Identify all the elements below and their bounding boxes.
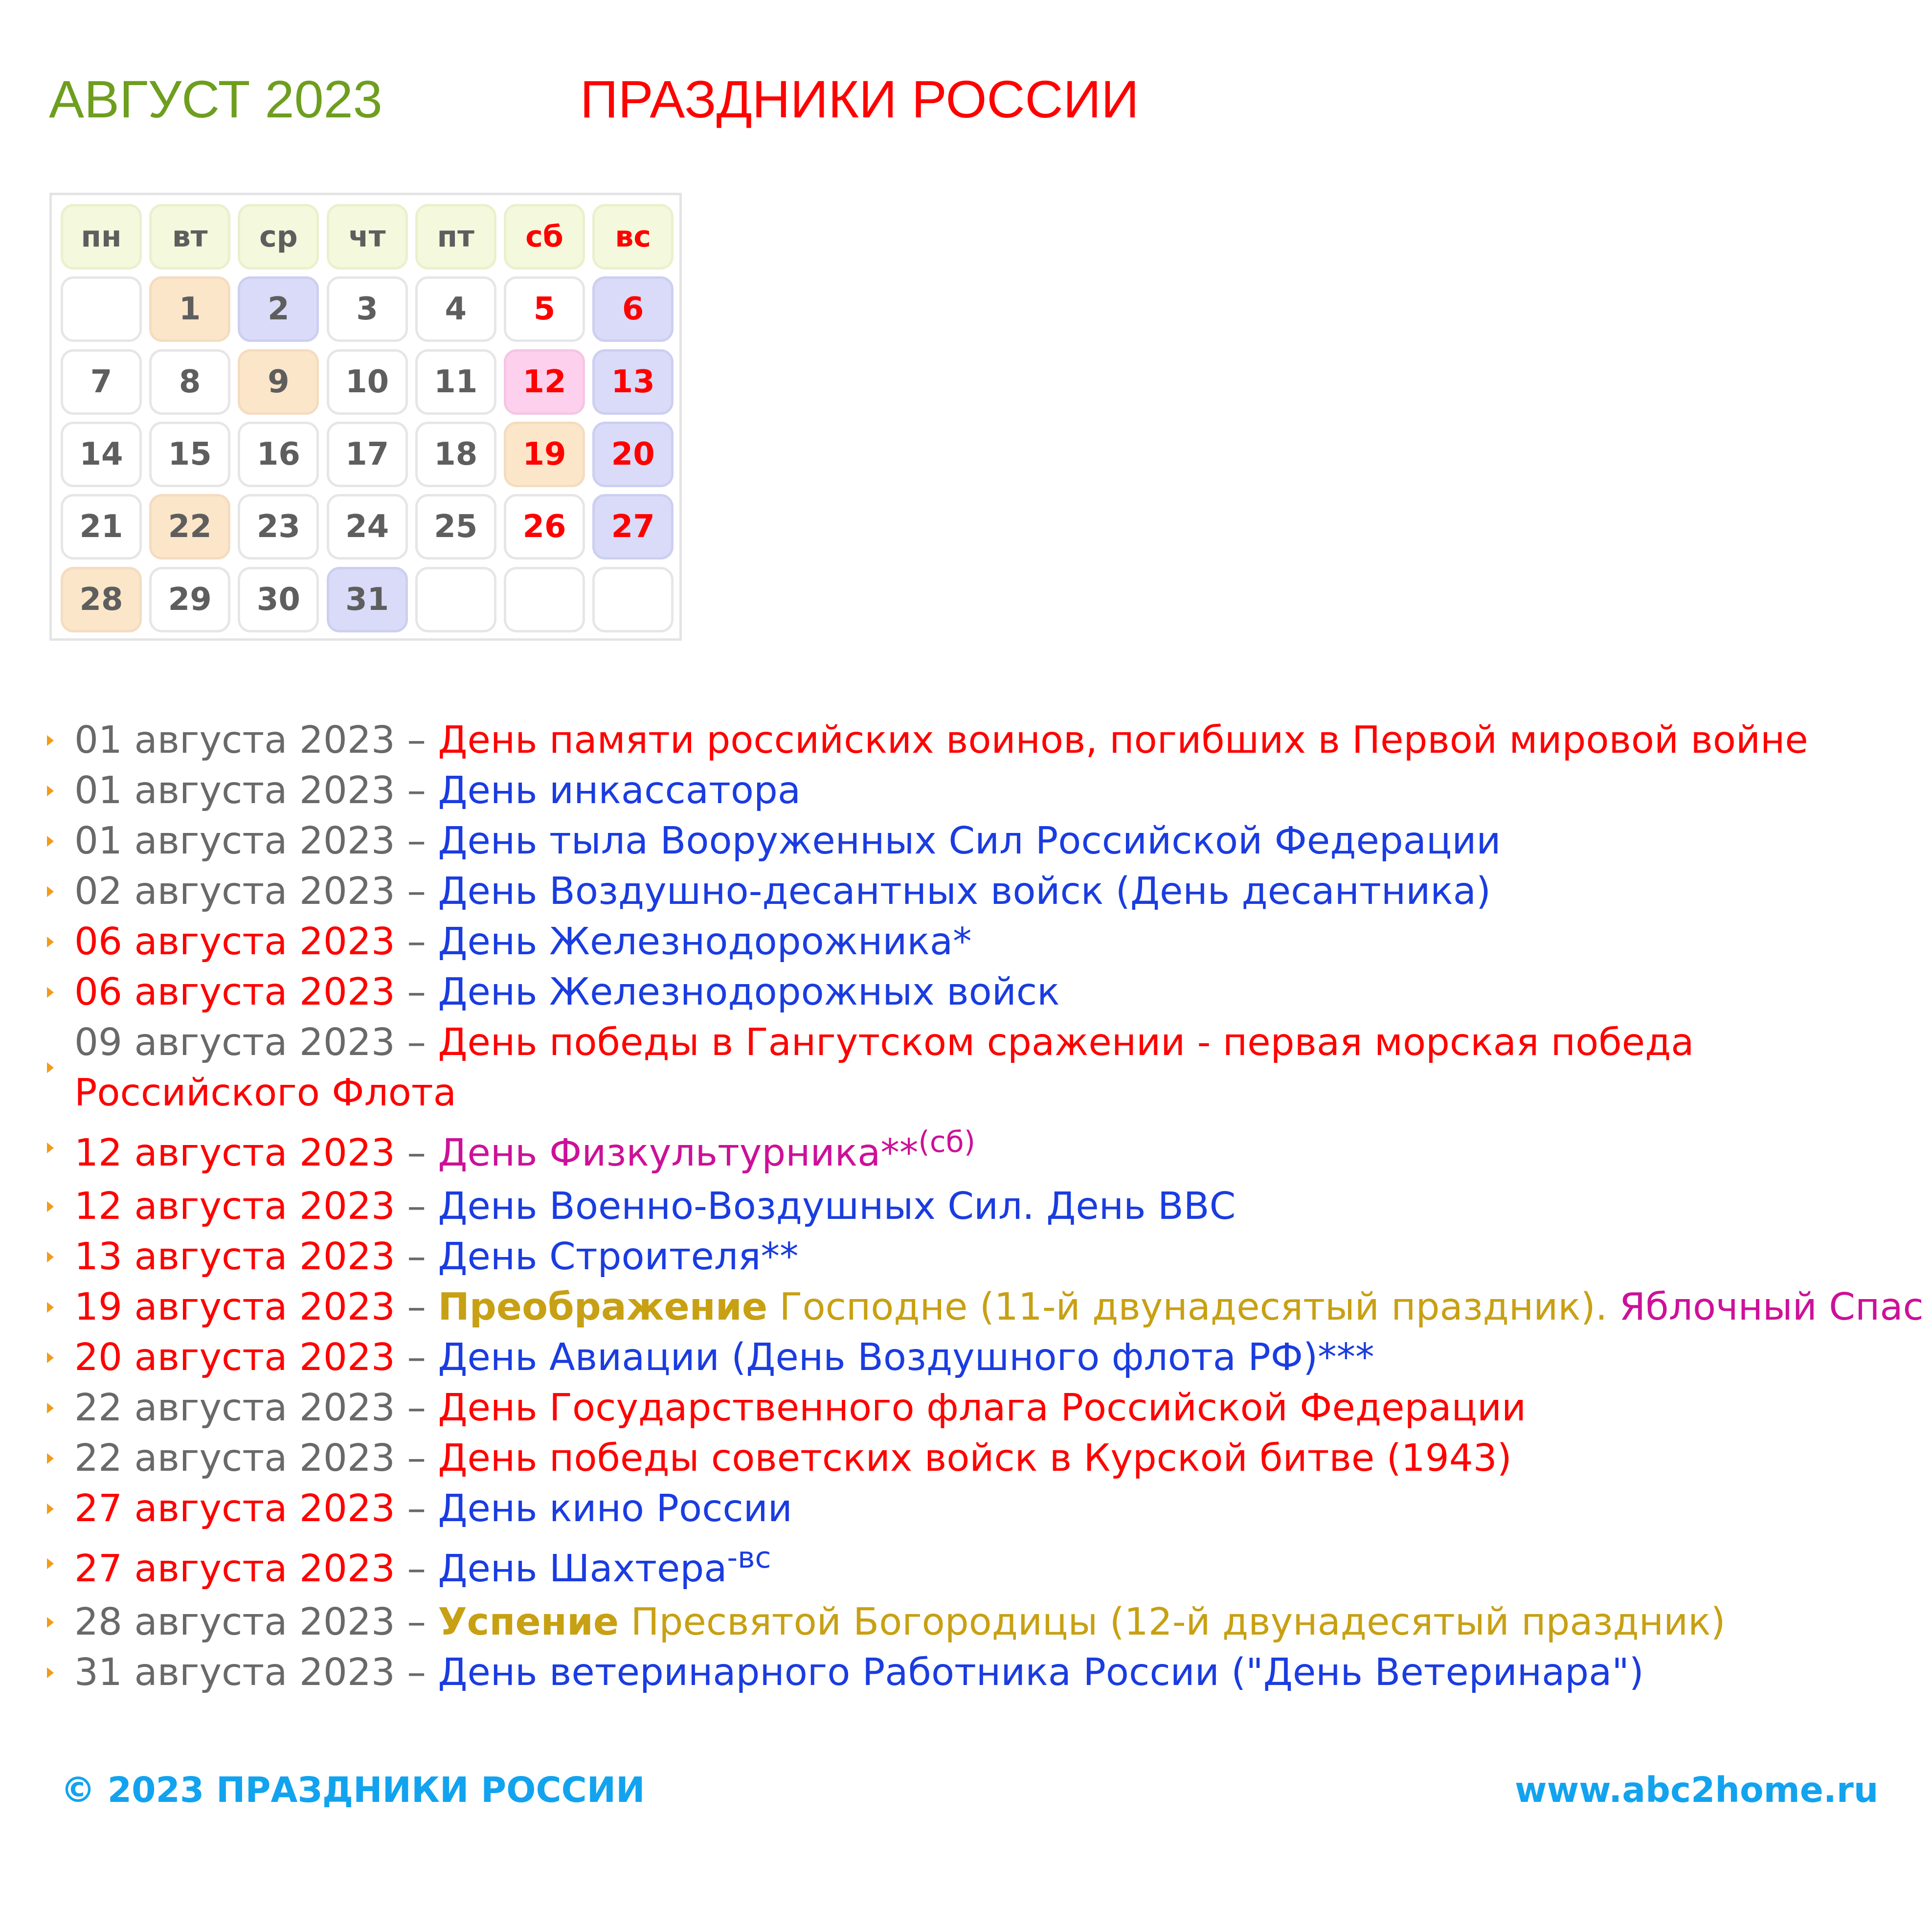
calendar-day[interactable]: 28 (61, 567, 142, 632)
calendar-day[interactable]: 12 (504, 349, 585, 415)
holiday-dash: – (395, 1600, 438, 1644)
calendar-day[interactable]: 31 (327, 567, 408, 632)
bullet-arrow-icon (47, 1143, 54, 1153)
calendar-day[interactable]: 5 (504, 276, 585, 342)
calendar-day[interactable]: 16 (238, 422, 319, 487)
bullet-arrow-icon (47, 937, 54, 947)
calendar-day[interactable]: 14 (61, 422, 142, 487)
bullet-arrow-icon (47, 1617, 54, 1628)
holiday-name: День Железнодорожника* (438, 920, 972, 964)
holiday-note-superscript: (сб) (918, 1125, 976, 1159)
holiday-date: 09 августа 2023 (74, 1021, 395, 1064)
holiday-dash: – (395, 719, 438, 762)
holiday-list (74, 715, 1924, 1698)
calendar-day[interactable]: 26 (504, 494, 585, 560)
calendar-day[interactable]: 19 (504, 422, 585, 487)
bullet-arrow-icon (47, 886, 54, 897)
calendar-day[interactable]: 24 (327, 494, 408, 560)
holiday-date: 27 августа 2023 (74, 1487, 395, 1530)
calendar-day[interactable]: 21 (61, 494, 142, 560)
bullet-arrow-icon (47, 987, 54, 998)
holiday-item (74, 1647, 1904, 1698)
holiday-name: День ветеринарного Работника России ("День Ветеринара") (438, 1651, 1644, 1694)
holiday-item (74, 1232, 1904, 1282)
month-title: АВГУСТ 2023 (49, 69, 382, 129)
holiday-name: День Военно-Воздушных Сил. День ВВС (438, 1185, 1236, 1228)
holiday-item (74, 1383, 1904, 1433)
calendar-day[interactable]: 8 (149, 349, 230, 415)
calendar-day[interactable]: 20 (592, 422, 674, 487)
holiday-date: 27 августа 2023 (74, 1547, 395, 1591)
bullet-arrow-icon (47, 786, 54, 796)
holiday-dash: – (395, 1131, 438, 1175)
calendar-day[interactable]: 30 (238, 567, 319, 632)
holiday-date: 12 августа 2023 (74, 1185, 395, 1228)
calendar-day[interactable]: 11 (415, 349, 496, 415)
holiday-dash: – (395, 1651, 438, 1694)
holiday-date: 19 августа 2023 (74, 1285, 395, 1329)
holiday-name: День кино России (438, 1487, 792, 1530)
bullet-arrow-icon (47, 1667, 54, 1678)
holiday-name: День Железнодорожных войск (438, 970, 1060, 1014)
holiday-name: Успение (438, 1600, 619, 1644)
footer-copyright: © 2023 ПРАЗДНИКИ РОССИИ (61, 1770, 645, 1810)
holiday-date: 22 августа 2023 (74, 1386, 395, 1430)
holiday-name: День памяти российских воинов, погибших в Первой мировой войне (438, 719, 1808, 762)
bullet-arrow-icon (47, 836, 54, 847)
holiday-name: Пресвятой Богородицы (12-й двунадесятый праздник) (619, 1600, 1726, 1644)
calendar-empty-cell (592, 567, 674, 632)
holiday-item (74, 1332, 1904, 1383)
holiday-name: День победы советских войск в Курской битве (1943) (438, 1437, 1512, 1480)
calendar-day[interactable]: 9 (238, 349, 319, 415)
holiday-date: 06 августа 2023 (74, 970, 395, 1014)
holiday-name: День Строителя** (438, 1235, 799, 1279)
calendar-empty-cell (504, 567, 585, 632)
calendar-day[interactable]: 13 (592, 349, 674, 415)
calendar-day[interactable]: 10 (327, 349, 408, 415)
bullet-arrow-icon (47, 1062, 54, 1073)
holiday-name: День Физкультурника** (438, 1131, 919, 1175)
holiday-dash: – (395, 1487, 438, 1530)
calendar-empty-cell (61, 276, 142, 342)
holiday-item (74, 1125, 1904, 1181)
calendar-day[interactable]: 18 (415, 422, 496, 487)
bullet-arrow-icon (47, 1558, 54, 1569)
calendar-day[interactable]: 7 (61, 349, 142, 415)
calendar-day[interactable]: 1 (149, 276, 230, 342)
calendar-day[interactable]: 17 (327, 422, 408, 487)
calendar-day[interactable]: 29 (149, 567, 230, 632)
bullet-arrow-icon (47, 1403, 54, 1414)
holiday-item (74, 1181, 1904, 1232)
calendar-day[interactable]: 25 (415, 494, 496, 560)
holiday-item (74, 1282, 1924, 1332)
calendar-day[interactable]: 22 (149, 494, 230, 560)
holiday-name: Яблочный Спас (1619, 1285, 1924, 1329)
holiday-item (74, 816, 1904, 866)
holiday-item (74, 917, 1904, 967)
holiday-item (74, 967, 1904, 1017)
month-calendar (49, 193, 682, 641)
weekday-header-2: вт (149, 204, 230, 270)
page-title: ПРАЗДНИКИ РОССИИ (580, 69, 1139, 129)
bullet-arrow-icon (47, 1252, 54, 1262)
holiday-name: День Воздушно-десантных войск (День десантника) (438, 870, 1491, 913)
holiday-dash: – (395, 870, 438, 913)
holiday-dash: – (395, 1285, 438, 1329)
calendar-day[interactable]: 3 (327, 276, 408, 342)
holiday-dash: – (395, 1437, 438, 1480)
bullet-arrow-icon (47, 1504, 54, 1514)
holiday-date: 01 августа 2023 (74, 719, 395, 762)
holiday-date: 22 августа 2023 (74, 1437, 395, 1480)
holiday-item (74, 1597, 1904, 1647)
holiday-name: День тыла Вооруженных Сил Российской Федерации (438, 819, 1501, 863)
calendar-empty-cell (415, 567, 496, 632)
holiday-name: Господне (11-й двунадесятый праздник). (767, 1285, 1619, 1329)
footer-website-link[interactable]: www.abc2home.ru (1515, 1770, 1879, 1810)
calendar-day[interactable]: 6 (592, 276, 674, 342)
weekday-header-5: пт (415, 204, 496, 270)
bullet-arrow-icon (47, 1352, 54, 1363)
holiday-name: День победы в Гангутском сражении - первая морская победа Российского Флота (74, 1021, 1694, 1115)
holiday-date: 28 августа 2023 (74, 1600, 395, 1644)
bullet-arrow-icon (47, 1453, 54, 1464)
holiday-name: День Государственного флага Российской Федерации (438, 1386, 1527, 1430)
holiday-name: День Авиации (День Воздушного флота РФ)*** (438, 1336, 1374, 1379)
holiday-dash: – (395, 1336, 438, 1379)
holiday-date: 02 августа 2023 (74, 870, 395, 913)
holiday-item (74, 1433, 1904, 1483)
holiday-name: День Шахтера (438, 1547, 727, 1591)
calendar-day[interactable]: 4 (415, 276, 496, 342)
holiday-dash: – (395, 970, 438, 1014)
holiday-dash: – (395, 1235, 438, 1279)
weekday-header-6: сб (504, 204, 585, 270)
holiday-item (74, 1483, 1904, 1534)
weekday-header-4: чт (327, 204, 408, 270)
holiday-note-superscript: -вс (727, 1541, 771, 1575)
holiday-date: 31 августа 2023 (74, 1651, 395, 1694)
holiday-date: 12 августа 2023 (74, 1131, 395, 1175)
holiday-item (74, 866, 1904, 917)
holiday-item (74, 1541, 1904, 1597)
calendar-day[interactable]: 23 (238, 494, 319, 560)
holiday-dash: – (395, 1185, 438, 1228)
calendar-day[interactable]: 15 (149, 422, 230, 487)
holiday-item (74, 715, 1904, 765)
holiday-item (74, 765, 1904, 816)
calendar-day[interactable]: 2 (238, 276, 319, 342)
weekday-header-3: ср (238, 204, 319, 270)
holiday-name: День инкассатора (438, 769, 801, 812)
holiday-dash: – (395, 1021, 438, 1064)
bullet-arrow-icon (47, 735, 54, 746)
calendar-day[interactable]: 27 (592, 494, 674, 560)
holiday-dash: – (395, 769, 438, 812)
holiday-dash: – (395, 819, 438, 863)
holiday-item (74, 1017, 1904, 1118)
holiday-name: Преображение (438, 1285, 768, 1329)
holiday-date: 01 августа 2023 (74, 769, 395, 812)
weekday-header-7: вс (592, 204, 674, 270)
bullet-arrow-icon (47, 1201, 54, 1212)
holiday-dash: – (395, 1547, 438, 1591)
bullet-arrow-icon (47, 1302, 54, 1313)
holiday-dash: – (395, 920, 438, 964)
holiday-date: 06 августа 2023 (74, 920, 395, 964)
weekday-header-1: пн (61, 204, 142, 270)
holiday-date: 01 августа 2023 (74, 819, 395, 863)
holiday-dash: – (395, 1386, 438, 1430)
holiday-date: 13 августа 2023 (74, 1235, 395, 1279)
holiday-date: 20 августа 2023 (74, 1336, 395, 1379)
